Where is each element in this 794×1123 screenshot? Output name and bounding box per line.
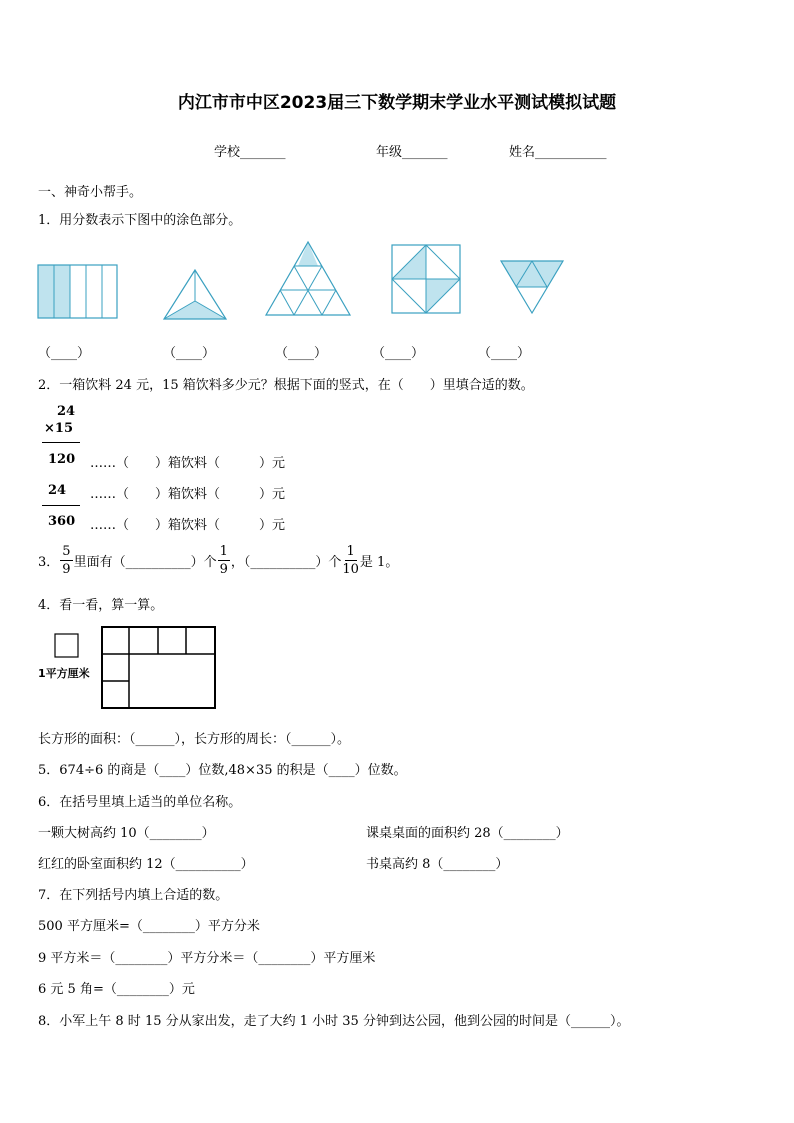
school-field[interactable]: 学校_______	[214, 145, 286, 160]
q3-line[interactable]	[38, 545, 398, 576]
figure-triangle-ninths	[264, 240, 352, 318]
q3-number: 3．	[38, 555, 60, 570]
figure-square-diamond	[390, 243, 462, 315]
grade-field[interactable]: 年级_______	[376, 145, 448, 160]
q3-part-1: 里面有（__________）个	[73, 555, 217, 570]
unit-square-label: 1平方厘米	[38, 667, 90, 680]
q6-text: 6．在括号里填上适当的单位名称。	[38, 795, 242, 810]
q1-text: 1．用分数表示下图中的涂色部分。	[38, 213, 242, 228]
calc-multiplicand: 24	[57, 404, 76, 419]
page-title: 内江市市中区2023届三下数学期末学业水平测试模拟试题	[177, 93, 617, 113]
calc-partial-2: 24	[48, 483, 67, 498]
q6-item-4[interactable]: 书桌高约 8（________）	[366, 857, 509, 872]
q7-item-3[interactable]: 6 元 5 角=（________）元	[38, 982, 195, 997]
q4-text: 4．看一看，算一算。	[38, 598, 164, 613]
q6-item-1[interactable]: 一颗大树高约 10（________）	[38, 826, 215, 841]
q2-text: 2．一箱饮料 24 元，15 箱饮料多少元？根据下面的竖式，在（ ）里填合适的数。	[38, 378, 534, 393]
q2-row-3[interactable]: ……（ ）箱饮料（ ）元	[90, 518, 286, 533]
calc-line	[42, 505, 80, 506]
q4-answer[interactable]: 长方形的面积：（______），长方形的周长：（______）。	[38, 732, 351, 747]
figure-rect-columns	[37, 264, 119, 320]
unit-square-figure	[54, 633, 80, 659]
figure-inverted-triangle	[499, 259, 565, 315]
q2-row-1[interactable]: ……（ ）箱饮料（ ）元	[90, 456, 286, 471]
grid-rectangle-figure	[100, 625, 218, 711]
q2-row-2[interactable]: ……（ ）箱饮料（ ）元	[90, 487, 286, 502]
fraction-5-9: $\frac{5}{9}$	[62, 544, 71, 577]
q1-answer-1[interactable]: （____）	[38, 346, 91, 361]
q7-item-1[interactable]: 500 平方厘米=（________）平方分米	[38, 919, 260, 934]
q3-part-3: 是 1。	[359, 555, 399, 570]
section-heading: 一、神奇小帮手。	[38, 185, 143, 200]
q7-text: 7．在下列括号内填上合适的数。	[38, 888, 229, 903]
q5-text[interactable]: 5．674÷6 的商是（____）位数,48×35 的积是（____）位数。	[38, 763, 407, 778]
calc-line	[42, 442, 80, 443]
q6-item-2[interactable]: 课桌桌面的面积约 28（________）	[366, 826, 569, 841]
name-field[interactable]: 姓名___________	[509, 145, 607, 160]
fraction-1-9: $\frac{1}{9}$	[219, 544, 228, 577]
q1-answer-2[interactable]: （____）	[163, 346, 216, 361]
calc-partial-1: 120	[48, 452, 76, 467]
calc-product: 360	[48, 514, 76, 529]
q6-item-3[interactable]: 红红的卧室面积约 12（__________）	[38, 857, 254, 872]
q8-text[interactable]: 8．小军上午 8 时 15 分从家出发，走了大约 1 小时 35 分钟到达公园，他到公园的时间是（______）。	[38, 1014, 630, 1029]
q1-answer-5[interactable]: （____）	[478, 346, 531, 361]
calc-multiplier: ×15	[44, 421, 73, 436]
q1-answer-4[interactable]: （____）	[372, 346, 425, 361]
q1-answer-3[interactable]: （____）	[275, 346, 328, 361]
q3-part-2: ，（__________）个	[230, 555, 342, 570]
figure-triangle-thirds	[162, 268, 228, 322]
fraction-1-10: $\frac{1}{10}$	[342, 544, 359, 577]
q7-item-2[interactable]: 9 平方米＝（________）平方分米＝（________）平方厘米	[38, 951, 376, 966]
